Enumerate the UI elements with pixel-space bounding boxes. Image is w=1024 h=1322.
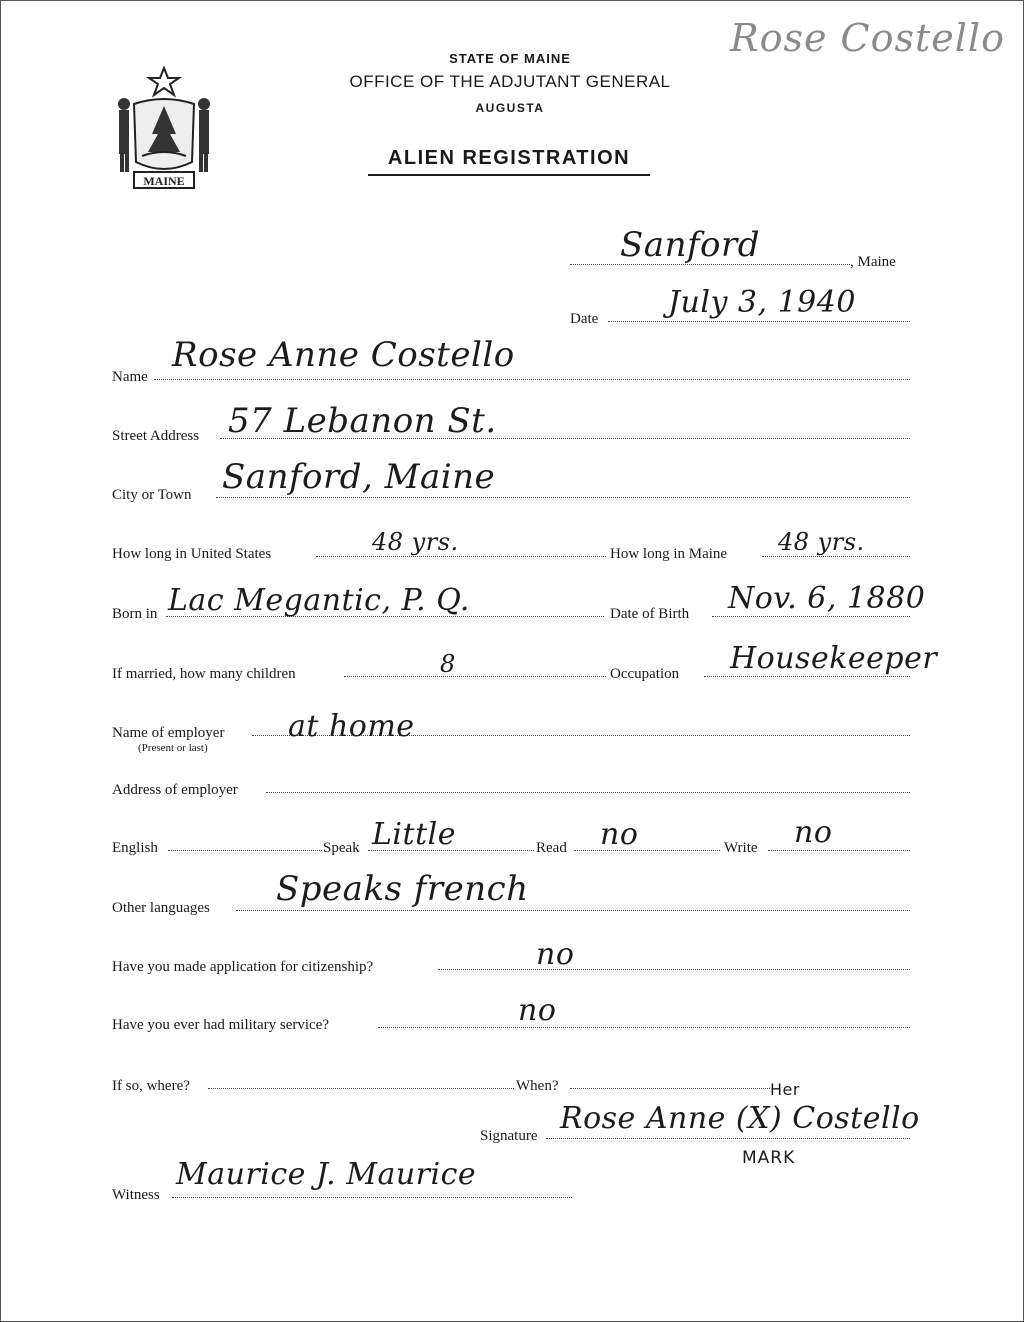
military-value: no (518, 993, 557, 1028)
speak-label: Speak (323, 840, 360, 856)
name-value: Rose Anne Costello (172, 335, 515, 375)
write-label: Write (724, 840, 758, 856)
signature-label: Signature (480, 1128, 538, 1144)
street-label: Street Address (112, 428, 200, 444)
signature-line (546, 1138, 910, 1139)
military-label: Have you ever had military service? (112, 1017, 329, 1033)
read-label: Read (536, 840, 567, 856)
witness-line (172, 1197, 572, 1198)
witness-label: Witness (112, 1187, 160, 1203)
born-label: Born in (112, 606, 158, 622)
seal-label: MAINE (143, 174, 185, 188)
corner-annotation: Rose Costello (730, 16, 1005, 60)
write-line (768, 850, 910, 851)
street-value: 57 Lebanon St. (228, 401, 497, 441)
employer-sublabel: (Present or last) (138, 742, 208, 754)
when-label: When? (516, 1078, 559, 1094)
born-value: Lac Megantic, P. Q. (168, 583, 470, 618)
employer-address-line (266, 792, 910, 793)
occupation-label: Occupation (610, 666, 680, 682)
date-value: July 3, 1940 (668, 285, 856, 320)
where-label: If so, where? (112, 1078, 190, 1094)
citizenship-value: no (536, 937, 575, 972)
date-line (608, 321, 910, 322)
military-line (378, 1027, 910, 1028)
state-seal-icon (112, 64, 216, 192)
citizenship-label: Have you made application for citizenship? (112, 959, 374, 975)
city-heading: AUGUSTA (475, 101, 545, 115)
us-years-line (316, 556, 606, 557)
dob-line (712, 616, 910, 617)
employer-label: Name of employer (112, 725, 225, 741)
other-languages-label: Other languages (112, 900, 210, 916)
us-years-value: 48 yrs. (372, 528, 459, 556)
where-line (208, 1088, 514, 1089)
other-languages-line (236, 910, 910, 911)
occupation-line (704, 676, 910, 677)
witness-value: Maurice J. Maurice (176, 1157, 477, 1192)
children-value: 8 (440, 650, 456, 678)
state-heading: STATE OF MAINE (449, 51, 571, 66)
employer-address-label: Address of employer (112, 782, 238, 798)
maine-years-line (762, 556, 910, 557)
form-title: ALIEN REGISTRATION (368, 147, 650, 176)
write-value: no (794, 815, 833, 850)
citizenship-line (438, 969, 910, 970)
read-value: no (600, 817, 639, 852)
dob-value: Nov. 6, 1880 (728, 581, 926, 616)
city-value: Sanford, Maine (222, 457, 496, 497)
children-line (344, 676, 606, 677)
place-suffix: , Maine (850, 254, 896, 270)
signature-mark-note: MARK (742, 1148, 796, 1168)
city-line (216, 497, 910, 498)
date-label: Date (570, 311, 599, 327)
when-line (570, 1088, 770, 1089)
other-languages-value: Speaks french (276, 869, 529, 909)
occupation-value: Housekeeper (730, 641, 938, 676)
employer-value: at home (288, 709, 415, 744)
place-value: Sanford (620, 225, 761, 265)
us-years-label: How long in United States (112, 546, 272, 562)
children-label: If married, how many children (112, 666, 296, 682)
speak-value: Little (372, 817, 456, 852)
english-line (168, 850, 322, 851)
name-label: Name (112, 369, 148, 385)
maine-years-label: How long in Maine (610, 546, 728, 562)
maine-years-value: 48 yrs. (778, 528, 865, 556)
dob-label: Date of Birth (610, 606, 690, 622)
signature-her-note: Her (770, 1080, 800, 1099)
name-line (154, 379, 910, 380)
office-heading: OFFICE OF THE ADJUTANT GENERAL (349, 72, 671, 91)
city-label: City or Town (112, 487, 192, 503)
signature-value: Rose Anne (X) Costello (560, 1101, 920, 1136)
english-label: English (112, 840, 158, 856)
read-line (574, 850, 720, 851)
